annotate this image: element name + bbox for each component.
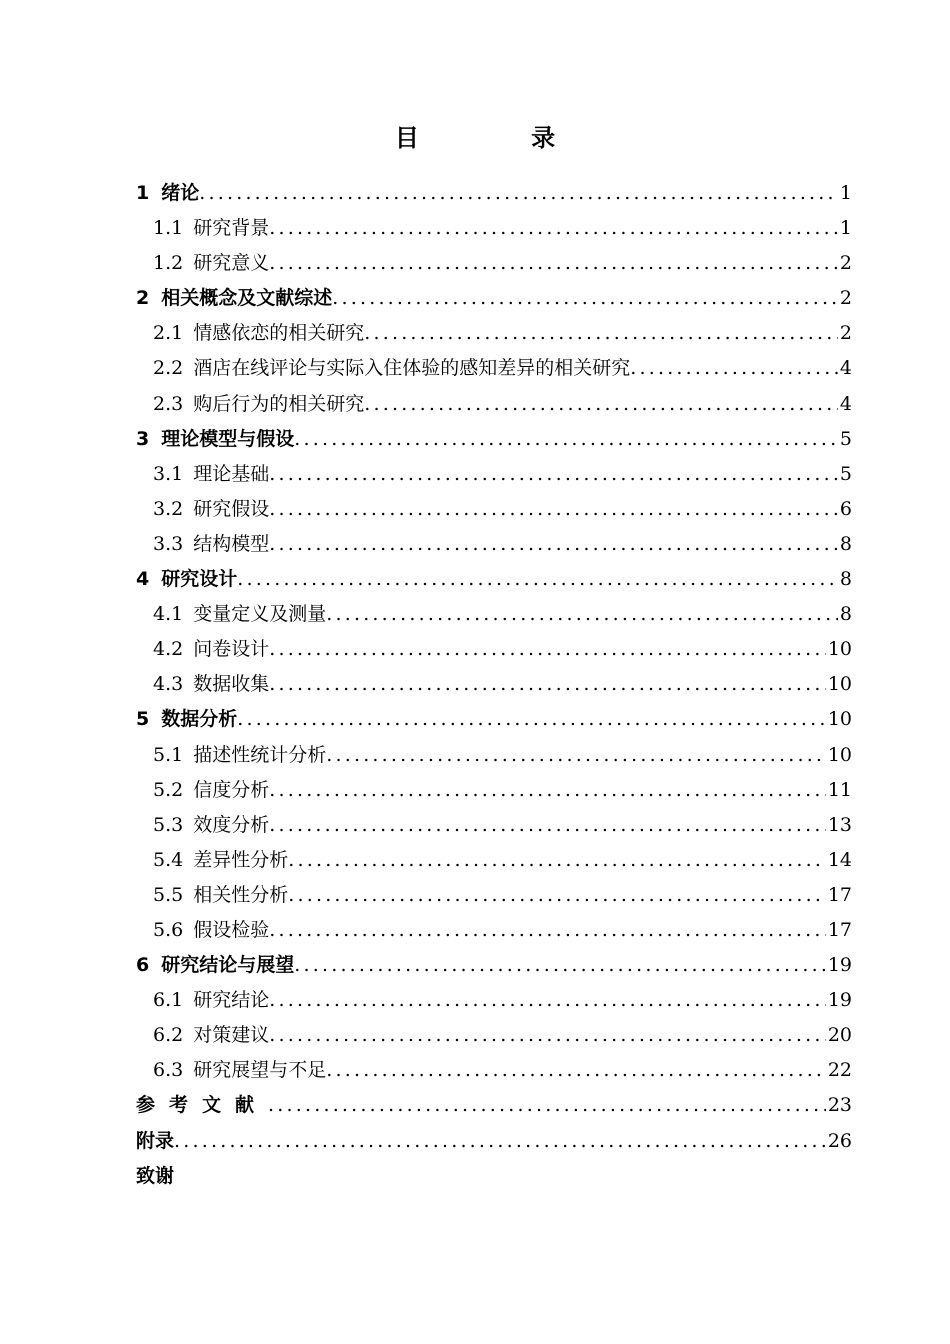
- toc-entry-label: [153, 457, 269, 492]
- toc-entry-text: 情感依恋的相关研究: [193, 322, 365, 345]
- toc-entry-number: 2.3: [153, 392, 184, 415]
- toc-page-number: 4: [839, 357, 852, 380]
- toc-page-number: 19: [827, 954, 852, 977]
- toc-entry-label: [153, 808, 269, 843]
- toc-entry-label: [153, 316, 364, 351]
- toc-entry-number: 5.5: [153, 883, 184, 906]
- toc-section-entry[interactable]: [136, 1018, 852, 1053]
- toc-page-number: 5: [839, 427, 852, 450]
- toc-page-number: 8: [839, 532, 852, 555]
- toc-entry-text: 效度分析: [193, 813, 270, 836]
- toc-entry-number: 4.3: [153, 673, 184, 696]
- toc-page-number: 6: [839, 497, 852, 520]
- toc-entry-text: 研究设计: [161, 568, 238, 591]
- toc-entry-text: 对策建议: [193, 1024, 270, 1047]
- toc-page-number: 10: [827, 708, 852, 731]
- toc-entry-label: [153, 843, 288, 878]
- toc-entry-label: [153, 1053, 326, 1088]
- toc-entry-text: 酒店在线评论与实际入住体验的感知差异的相关研究: [193, 357, 631, 380]
- toc-entry-number: 2.2: [153, 357, 184, 380]
- toc-entry-text: 绪论: [161, 182, 200, 204]
- toc-section-entry[interactable]: [136, 1053, 852, 1088]
- toc-entry-label: [136, 1159, 174, 1194]
- toc-page-number: 10: [827, 638, 852, 661]
- toc-entry-number: 5.6: [153, 918, 184, 941]
- toc-chapter-entry[interactable]: [136, 176, 852, 211]
- toc-dot-leader: [237, 702, 826, 737]
- toc-section-entry[interactable]: [136, 808, 852, 843]
- toc-section-entry[interactable]: [136, 387, 852, 422]
- toc-entry-number: 5: [136, 708, 150, 731]
- toc-entry-number: 1: [136, 182, 150, 204]
- toc-entry-label: [153, 983, 269, 1018]
- toc-entry-label: [153, 913, 269, 948]
- toc-entry-text: 假设检验: [193, 918, 270, 941]
- toc-chapter-entry[interactable]: [136, 1124, 852, 1159]
- toc-page-number: 8: [839, 568, 852, 591]
- toc-page-number: 8: [839, 603, 852, 626]
- toc-page-number: 1: [839, 217, 852, 240]
- toc-page-number: 5: [839, 462, 852, 485]
- toc-dot-leader: [269, 527, 838, 562]
- toc-dot-leader: [294, 948, 826, 983]
- toc-dot-leader: [364, 316, 838, 351]
- toc-entry-label: [153, 878, 288, 913]
- toc-entry-number: 5.3: [153, 813, 184, 836]
- toc-list: [136, 176, 852, 1194]
- toc-dot-leader: [174, 1124, 826, 1159]
- toc-title: 目 录: [394, 124, 608, 152]
- toc-entry-number: 6: [136, 954, 150, 977]
- toc-entry-number: 2.1: [153, 322, 184, 345]
- toc-section-entry[interactable]: [136, 632, 852, 667]
- toc-entry-number: 1.1: [153, 217, 184, 240]
- toc-dot-leader: [269, 983, 826, 1018]
- toc-entry-text: 致谢: [136, 1164, 175, 1187]
- toc-page-number: 17: [827, 883, 852, 906]
- toc-entry-text: 数据收集: [193, 673, 270, 696]
- toc-chapter-entry[interactable]: [136, 281, 852, 316]
- toc-dot-leader: [288, 843, 826, 878]
- toc-entry-label: [136, 1124, 174, 1159]
- toc-dot-leader: [326, 1053, 826, 1088]
- toc-entry-text: 信度分析: [193, 778, 270, 801]
- toc-dot-leader: [332, 281, 838, 316]
- toc-section-entry[interactable]: [136, 351, 852, 386]
- toc-section-entry[interactable]: [136, 211, 852, 246]
- toc-section-entry[interactable]: [136, 913, 852, 948]
- toc-section-entry[interactable]: [136, 597, 852, 632]
- toc-page-number: 2: [839, 252, 852, 275]
- toc-dot-leader: [326, 738, 826, 773]
- toc-page-number: 11: [827, 778, 852, 801]
- toc-entry-text: 理论模型与假设: [161, 427, 295, 450]
- toc-entry-label: [136, 562, 237, 597]
- toc-dot-leader: [269, 457, 838, 492]
- toc-entry-number: 5.4: [153, 848, 184, 871]
- toc-entry-number: 3.3: [153, 532, 184, 555]
- toc-page-number: 19: [827, 989, 852, 1012]
- toc-entry-number: 1.2: [153, 252, 184, 275]
- toc-page-number: 14: [827, 848, 852, 871]
- toc-entry-number: 6.3: [153, 1059, 184, 1082]
- toc-entry-label: [153, 211, 269, 246]
- toc-entry-label: [153, 738, 326, 773]
- toc-entry-number: 3: [136, 427, 150, 450]
- toc-page-number: 2: [839, 322, 852, 345]
- toc-dot-leader: [288, 878, 826, 913]
- toc-entry-number: 3.2: [153, 497, 184, 520]
- toc-section-entry[interactable]: [136, 878, 852, 913]
- toc-entry-number: 5.2: [153, 778, 184, 801]
- toc-dot-leader: [269, 211, 838, 246]
- toc-page-number: 26: [827, 1129, 852, 1152]
- toc-dot-leader: [269, 246, 838, 281]
- toc-dot-leader: [269, 632, 826, 667]
- toc-entry-label: [136, 422, 294, 457]
- toc-entry-text: 相关性分析: [193, 883, 289, 906]
- toc-dot-leader: [630, 351, 838, 386]
- toc-page-number: 1: [839, 182, 852, 204]
- toc-entry-label: [153, 1018, 269, 1053]
- toc-entry-label: [136, 702, 237, 737]
- toc-entry-label: [153, 773, 269, 808]
- toc-section-entry[interactable]: [136, 983, 852, 1018]
- toc-entry-number: 2: [136, 287, 150, 310]
- toc-page-number: 17: [827, 918, 852, 941]
- toc-dot-leader: [269, 1018, 826, 1053]
- toc-entry-label: [153, 351, 630, 386]
- toc-entry-number: 6.1: [153, 989, 184, 1012]
- toc-entry-label: [153, 667, 269, 702]
- toc-entry-label: [153, 492, 269, 527]
- toc-entry-text: 研究展望与不足: [193, 1059, 327, 1082]
- toc-chapter-entry[interactable]: [136, 702, 852, 737]
- toc-section-entry[interactable]: [136, 773, 852, 808]
- toc-entry-text: 研究背景: [193, 217, 270, 240]
- toc-chapter-entry[interactable]: [136, 422, 852, 457]
- toc-page-number: 20: [827, 1024, 852, 1047]
- toc-dot-leader: [269, 492, 838, 527]
- toc-entry-text: 相关概念及文献综述: [161, 287, 333, 310]
- toc-chapter-entry[interactable]: [136, 1088, 852, 1123]
- toc-entry-text: 研究假设: [193, 497, 270, 520]
- toc-entry-label: [136, 176, 199, 211]
- toc-entry-label: [153, 597, 326, 632]
- toc-entry-text: 问卷设计: [193, 638, 270, 661]
- toc-dot-leader: [199, 176, 838, 211]
- toc-entry-text: 描述性统计分析: [193, 743, 327, 766]
- toc-dot-leader: [269, 913, 826, 948]
- toc-entry-text: 附录: [136, 1129, 175, 1152]
- toc-page-number: 4: [839, 392, 852, 415]
- toc-entry-label: [153, 387, 364, 422]
- toc-page-number: 13: [827, 813, 852, 836]
- toc-dot-leader: [269, 773, 826, 808]
- toc-entry-text: 参考文献: [136, 1094, 269, 1117]
- toc-dot-leader: [268, 1088, 826, 1123]
- toc-entry-text: 结构模型: [193, 532, 270, 555]
- toc-entry-number: 4.2: [153, 638, 184, 661]
- toc-chapter-entry[interactable]: [136, 1159, 852, 1194]
- toc-entry-label: [136, 281, 332, 316]
- toc-section-entry[interactable]: [136, 457, 852, 492]
- toc-page-number: 2: [839, 287, 852, 310]
- toc-entry-number: 5.1: [153, 743, 184, 766]
- toc-entry-text: 数据分析: [161, 708, 238, 731]
- toc-dot-leader: [269, 667, 826, 702]
- toc-entry-label: [153, 632, 269, 667]
- toc-entry-label: [136, 1088, 268, 1123]
- toc-section-entry[interactable]: [136, 492, 852, 527]
- toc-entry-number: 6.2: [153, 1024, 184, 1047]
- toc-chapter-entry[interactable]: [136, 562, 852, 597]
- toc-page-number: 10: [827, 743, 852, 766]
- toc-entry-text: 理论基础: [193, 462, 270, 485]
- toc-section-entry[interactable]: [136, 246, 852, 281]
- toc-entry-text: 研究结论与展望: [161, 954, 295, 977]
- toc-dot-leader: [326, 597, 838, 632]
- toc-entry-label: [136, 948, 294, 983]
- toc-section-entry[interactable]: [136, 667, 852, 702]
- toc-page-number: 23: [827, 1094, 852, 1117]
- toc-dot-leader: [294, 422, 838, 457]
- toc-section-entry[interactable]: [136, 527, 852, 562]
- toc-entry-text: 差异性分析: [193, 848, 289, 871]
- toc-entry-number: 4.1: [153, 603, 184, 626]
- toc-entry-label: [153, 527, 269, 562]
- toc-page-number: 22: [827, 1059, 852, 1082]
- toc-entry-text: 购后行为的相关研究: [193, 392, 365, 415]
- toc-section-entry[interactable]: [136, 843, 852, 878]
- toc-entry-number: 3.1: [153, 462, 184, 485]
- toc-entry-label: [153, 246, 269, 281]
- toc-entry-text: 研究结论: [193, 989, 270, 1012]
- toc-dot-leader: [269, 808, 826, 843]
- toc-entry-number: 4: [136, 568, 150, 591]
- toc-chapter-entry[interactable]: [136, 948, 852, 983]
- toc-page-number: 10: [827, 673, 852, 696]
- toc-dot-leader: [237, 562, 838, 597]
- toc-entry-text: 研究意义: [193, 252, 270, 275]
- toc-entry-text: 变量定义及测量: [193, 603, 327, 626]
- toc-dot-leader: [364, 387, 838, 422]
- toc-section-entry[interactable]: [136, 738, 852, 773]
- toc-section-entry[interactable]: [136, 316, 852, 351]
